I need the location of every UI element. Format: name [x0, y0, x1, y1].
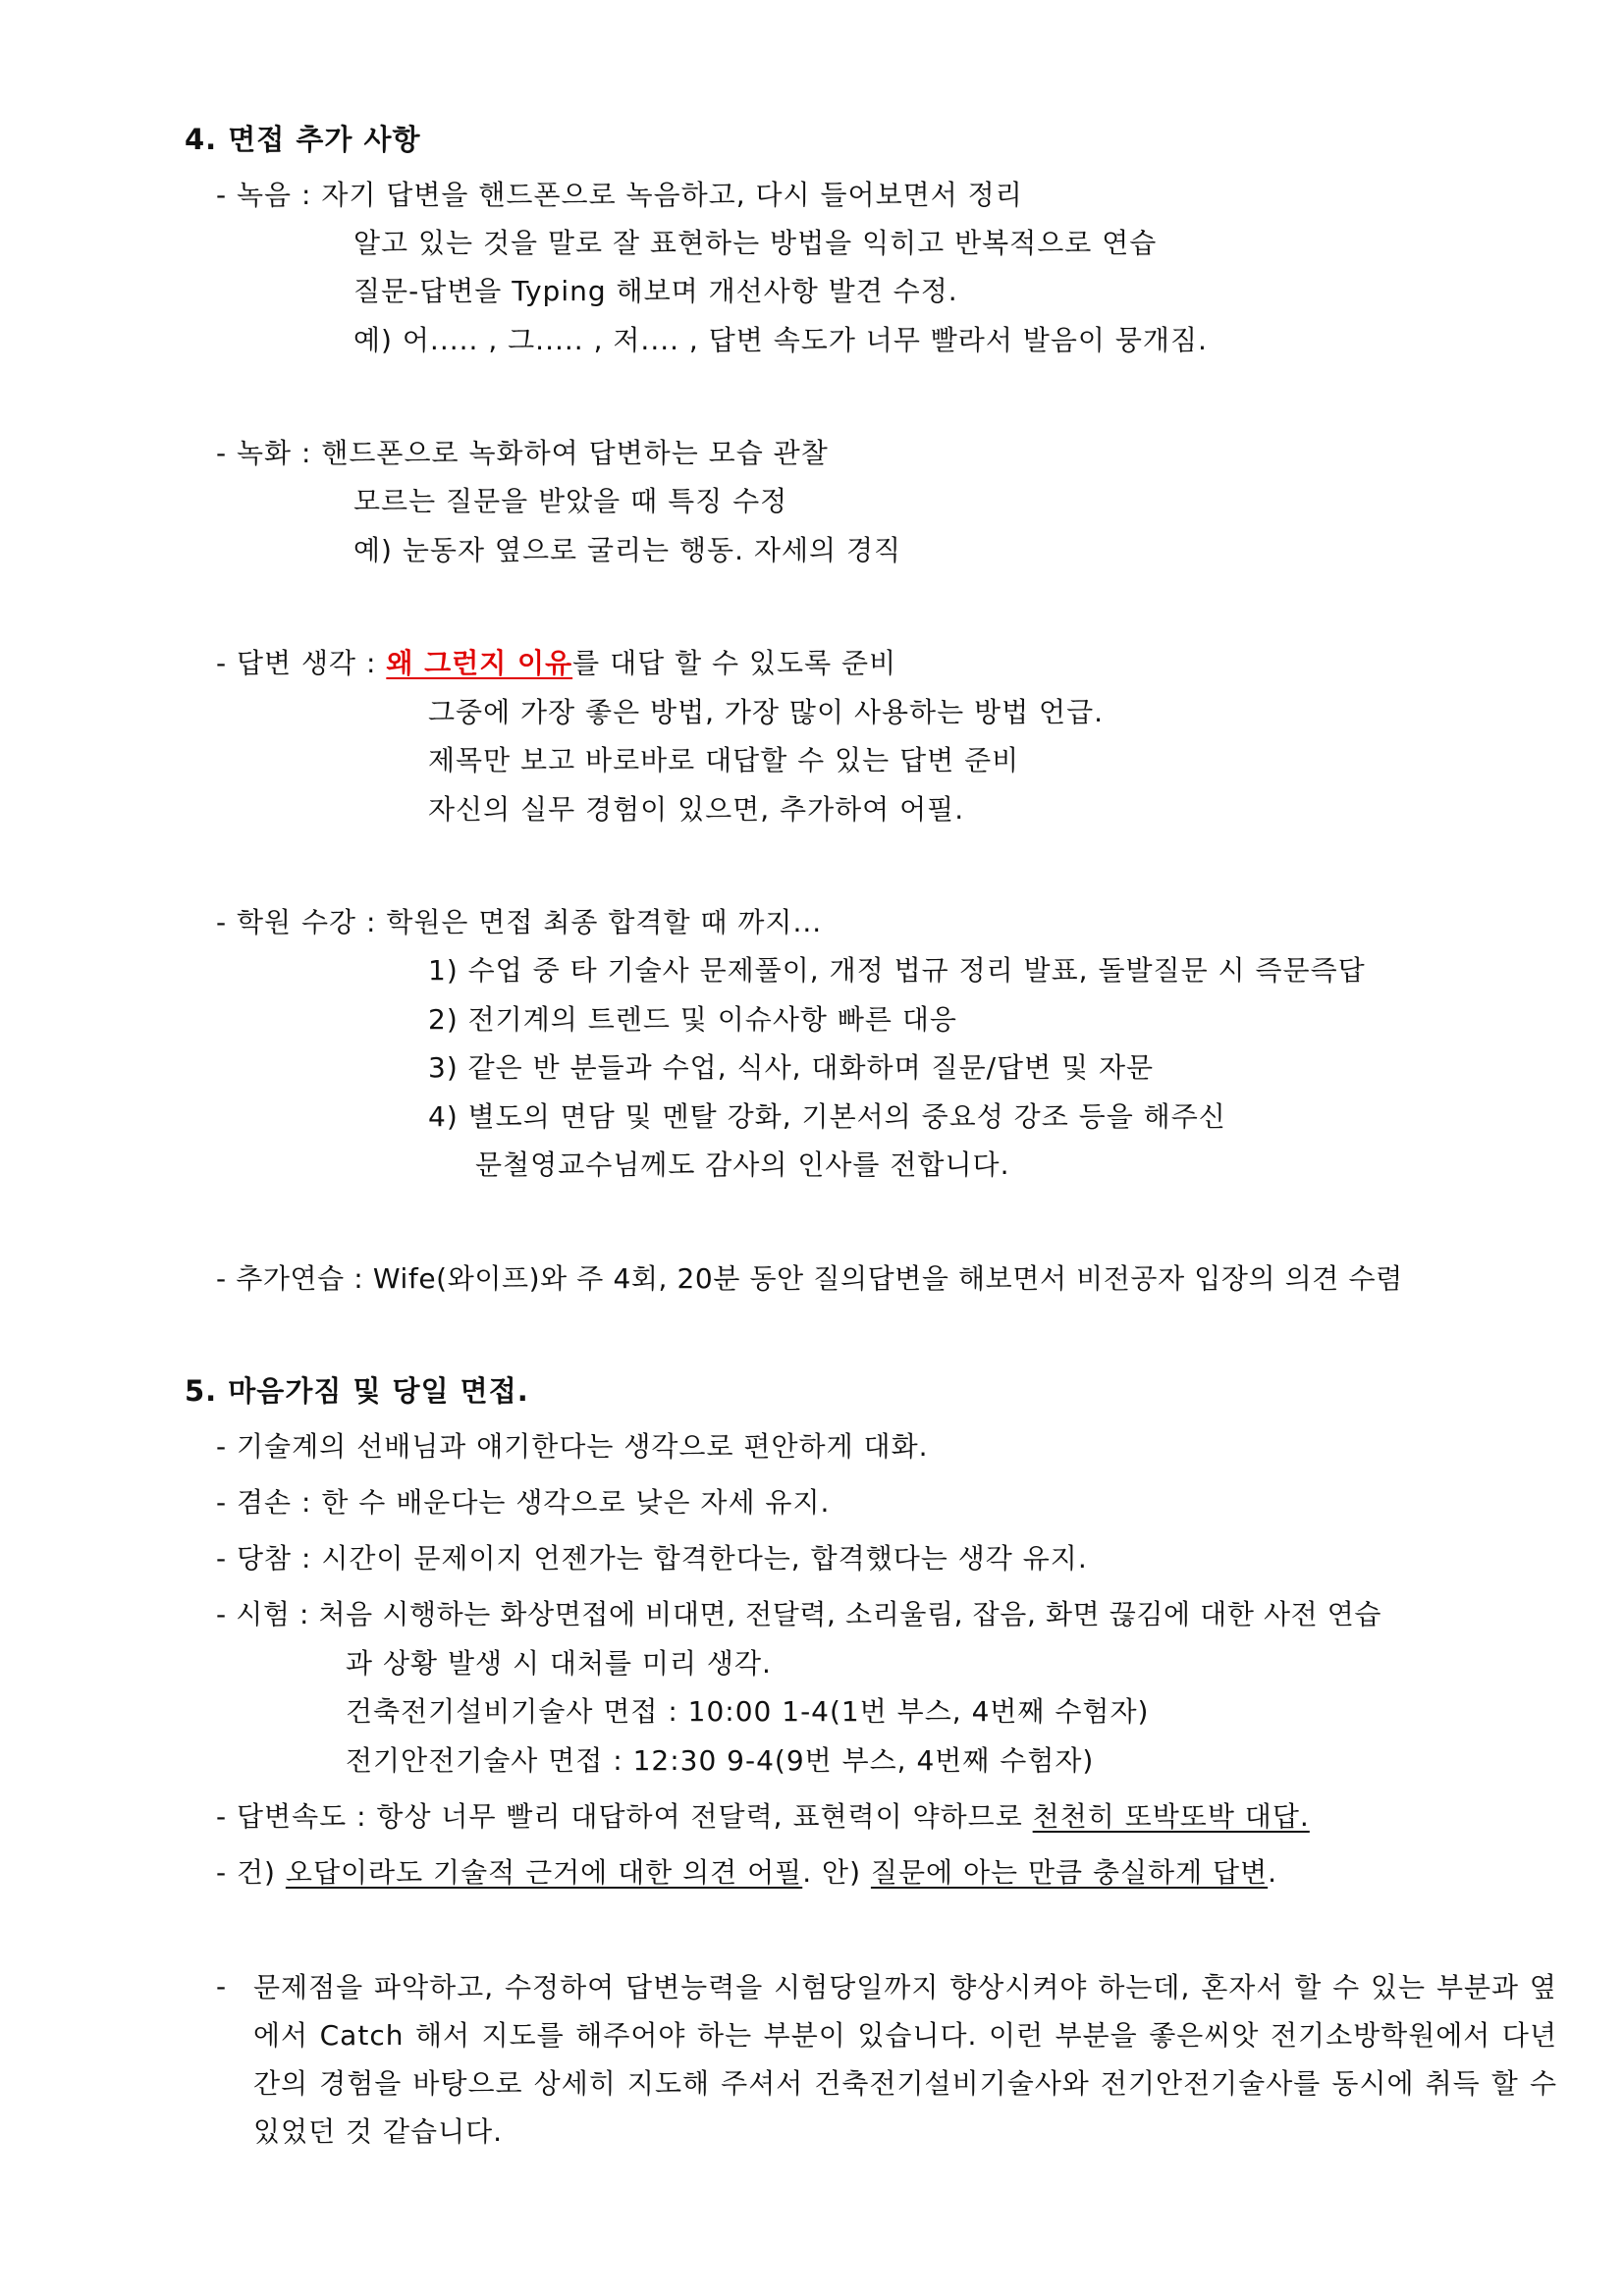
think-highlight: 왜 그런지 이유: [386, 647, 573, 679]
academy-item-1: 1) 수업 중 타 기술사 문제풀이, 개정 법규 정리 발표, 돌발질문 시 즉문즉답: [428, 954, 1366, 987]
speed-line: [216, 1798, 1310, 1836]
video-line-1: - 녹화 : 핸드폰으로 녹화하여 답변하는 모습 관찰: [216, 437, 829, 469]
section-5-heading: 5. 마음가짐 및 당일 면접.: [185, 1374, 529, 1408]
think-rest: 를 대답 할 수 있도록 준비: [572, 647, 897, 679]
closing-paragraph: 문제점을 파악하고, 수정하여 답변능력을 시험당일까지 향상시켜야 하는데, 혼자서 할 수 있는 부분과 옆에서 Catch 해서 지도를 해주어야 하는 부분이 있습니다. 이런 부분을 좋은씨앗 전기소방학원에서 다년간의 경험을 바탕으로 상세히 지도해 주셔서 건축전기설비기술사와 전기안전기술사를 동시에 취득 할 수 있었던 것 같습니다.: [253, 1971, 1557, 2148]
mindset-line-1: - 기술계의 선배님과 얘기한다는 생각으로 편안하게 대화.: [216, 1430, 929, 1463]
exam-line-4: 전기안전기술사 면접 : 12:30 9-4(9번 부스, 4번째 수험자): [346, 1744, 1095, 1777]
exam-line-3: 건축전기설비기술사 면접 : 10:00 1-4(1번 부스, 4번째 수험자): [346, 1695, 1150, 1728]
mindset-line-3: - 당참 : 시간이 문제이지 언젠가는 합격한다는, 합격했다는 생각 유지.: [216, 1542, 1088, 1575]
ko-prefix: - 건): [216, 1856, 286, 1889]
think-line-1: [216, 645, 896, 682]
ko-mid: . 안): [802, 1856, 871, 1889]
ko-end: .: [1268, 1856, 1278, 1889]
mindset-line-2: - 겸손 : 한 수 배운다는 생각으로 낮은 자세 유지.: [216, 1486, 831, 1519]
think-line-3: 제목만 보고 바로바로 대답할 수 있는 답변 준비: [428, 744, 1020, 776]
section-4-heading: 4. 면접 추가 사항: [185, 123, 421, 156]
speed-prefix: - 답변속도 : 항상 너무 빨리 대답하여 전달력, 표현력이 약하므로: [216, 1800, 1033, 1833]
ko-line: [216, 1854, 1277, 1892]
video-line-2: 모르는 질문을 받았을 때 특징 수정: [353, 485, 788, 517]
academy-line-1: - 학원 수강 : 학원은 면접 최종 합격할 때 까지...: [216, 906, 823, 938]
speed-underlined: 천천히 또박또박 대답.: [1032, 1800, 1310, 1833]
recording-line-3: 질문-답변을 Typing 해보며 개선사항 발견 수정.: [353, 275, 958, 307]
academy-item-3: 3) 같은 반 분들과 수업, 식사, 대화하며 질문/답변 및 자문: [428, 1051, 1155, 1084]
academy-item-4: 4) 별도의 면담 및 멘탈 강화, 기본서의 중요성 강조 등을 해주신: [428, 1100, 1226, 1133]
recording-line-1: - 녹음 : 자기 답변을 핸드폰으로 녹음하고, 다시 들어보면서 정리: [216, 179, 1023, 211]
think-prefix: - 답변 생각 :: [216, 647, 387, 679]
exam-line-2: 과 상황 발생 시 대처를 미리 생각.: [346, 1647, 772, 1680]
video-line-3: 예) 눈동자 옆으로 굴리는 행동. 자세의 경직: [353, 534, 902, 566]
ko-underlined-1: 오답이라도 기술적 근거에 대한 의견 어필: [285, 1856, 803, 1889]
think-line-2: 그중에 가장 좋은 방법, 가장 많이 사용하는 방법 언급.: [428, 696, 1105, 728]
academy-item-2: 2) 전기계의 트렌드 및 이슈사항 빠른 대응: [428, 1003, 957, 1036]
think-line-4: 자신의 실무 경험이 있으면, 추가하여 어필.: [428, 793, 965, 826]
closing-dash: -: [216, 1970, 228, 2002]
exam-line-1: - 시험 : 처음 시행하는 화상면접에 비대면, 전달력, 소리울림, 잡음, 화면 끊김에 대한 사전 연습: [216, 1598, 1382, 1630]
recording-line-4: 예) 어..... , 그..... , 저.... , 답변 속도가 너무 빨라서 발음이 뭉개짐.: [353, 324, 1208, 356]
ko-underlined-2: 질문에 아는 만큼 충실하게 답변: [870, 1856, 1269, 1889]
extra-practice-line: - 추가연습 : Wife(와이프)와 주 4회, 20분 동안 질의답변을 해보면서 비전공자 입장의 의견 수렴: [216, 1262, 1403, 1295]
recording-line-2: 알고 있는 것을 말로 잘 표현하는 방법을 익히고 반복적으로 연습: [353, 227, 1158, 259]
academy-item-4-cont: 문철영교수님께도 감사의 인사를 전합니다.: [475, 1148, 1010, 1181]
